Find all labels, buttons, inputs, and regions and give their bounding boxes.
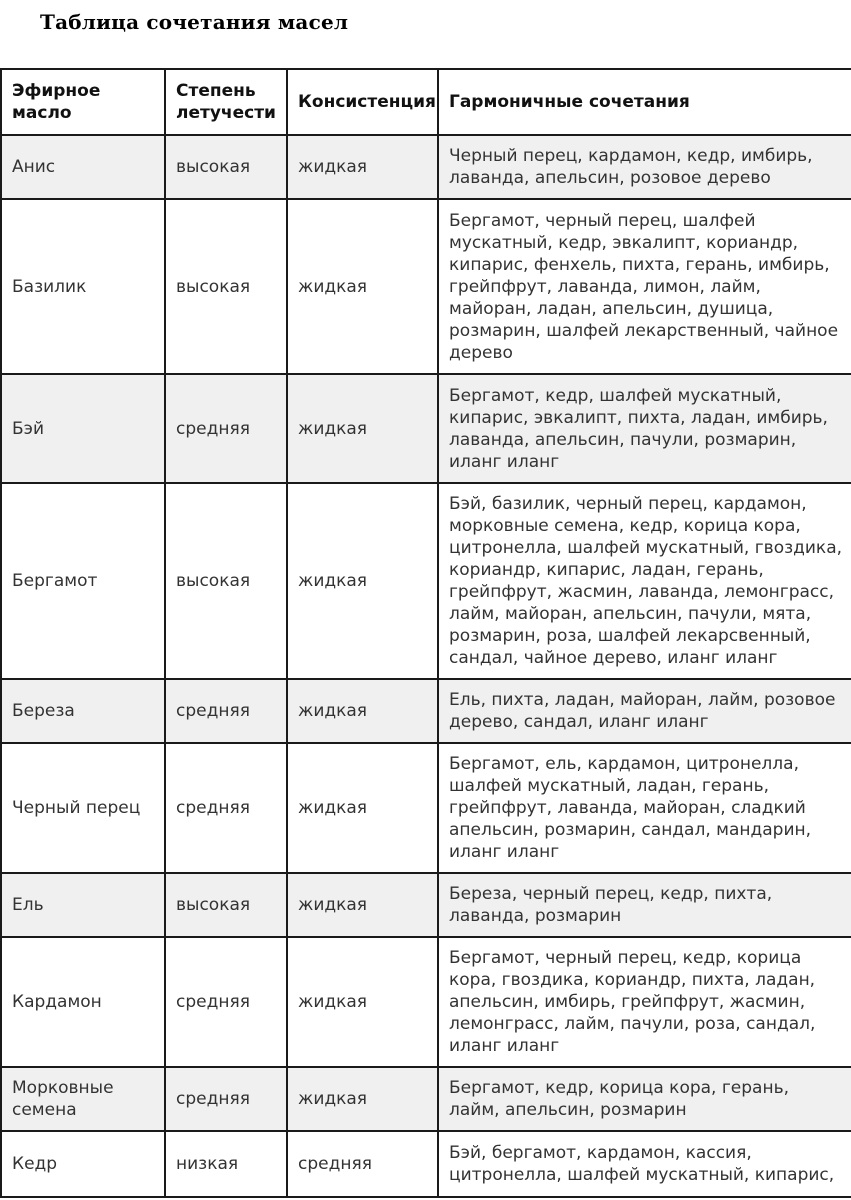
cell-oil: Бэй	[1, 374, 165, 483]
cell-volatility: средняя	[165, 937, 287, 1067]
cell-consistency: жидкая	[287, 679, 438, 743]
cell-consistency: жидкая	[287, 135, 438, 199]
header-consistency: Консистенция	[287, 69, 438, 135]
cell-consistency: жидкая	[287, 743, 438, 873]
cell-volatility: средняя	[165, 374, 287, 483]
cell-volatility: средняя	[165, 1067, 287, 1131]
cell-oil: Морковные семена	[1, 1067, 165, 1131]
header-volatility: Степень летучести	[165, 69, 287, 135]
cell-combos: Бергамот, кедр, корица кора, герань, лайм, апельсин, розмарин	[438, 1067, 851, 1131]
cell-oil: Кардамон	[1, 937, 165, 1067]
cell-combos: Береза, черный перец, кедр, пихта, лаванда, розмарин	[438, 873, 851, 937]
oil-combination-table	[0, 68, 851, 1198]
cell-oil: Черный перец	[1, 743, 165, 873]
page-title: Таблица сочетания масел	[40, 10, 349, 34]
cell-consistency: жидкая	[287, 199, 438, 374]
table-row	[1, 873, 851, 937]
cell-oil: Анис	[1, 135, 165, 199]
header-oil: Эфирное масло	[1, 69, 165, 135]
cell-combos: Черный перец, кардамон, кедр, имбирь, лаванда, апельсин, розовое дерево	[438, 135, 851, 199]
cell-oil: Береза	[1, 679, 165, 743]
table-row	[1, 1067, 851, 1131]
table-header-row	[1, 69, 851, 135]
cell-combos: Бергамот, черный перец, кедр, корица кора, гвоздика, кориандр, пихта, ладан, апельсин, имбирь, грейпфрут, жасмин, лемонграсс, лайм, пачули, роза, сандал, иланг иланг	[438, 937, 851, 1067]
cell-volatility: высокая	[165, 873, 287, 937]
cell-consistency: жидкая	[287, 873, 438, 937]
cell-oil: Кедр	[1, 1131, 165, 1197]
cell-combos: Бэй, базилик, черный перец, кардамон, морковные семена, кедр, корица кора, цитронелла, шалфей мускатный, гвоздика, кориандр, кипарис, ладан, герань, грейпфрут, жасмин, лаванда, лемонграсс, лайм, майоран, апельсин, пачули, мята, розмарин, роза, шалфей лекарсвенный, сандал, чайное дерево, иланг иланг	[438, 483, 851, 679]
header-combos: Гармоничные сочетания	[438, 69, 851, 135]
cell-volatility: низкая	[165, 1131, 287, 1197]
table-row	[1, 374, 851, 483]
table-row	[1, 937, 851, 1067]
cell-oil: Базилик	[1, 199, 165, 374]
cell-volatility: высокая	[165, 199, 287, 374]
table-row	[1, 1131, 851, 1197]
cell-oil: Ель	[1, 873, 165, 937]
cell-combos: Бергамот, кедр, шалфей мускатный, кипарис, эвкалипт, пихта, ладан, имбирь, лаванда, апельсин, пачули, розмарин, иланг иланг	[438, 374, 851, 483]
table-row	[1, 135, 851, 199]
cell-combos: Бергамот, ель, кардамон, цитронелла, шалфей мускатный, ладан, герань, грейпфрут, лаванда, майоран, сладкий апельсин, розмарин, сандал, мандарин, иланг иланг	[438, 743, 851, 873]
cell-combos: Бэй, бергамот, кардамон, кассия, цитронелла, шалфей мускатный, кипарис,	[438, 1131, 851, 1197]
table-row	[1, 743, 851, 873]
cell-consistency: жидкая	[287, 1067, 438, 1131]
cell-volatility: высокая	[165, 135, 287, 199]
cell-volatility: высокая	[165, 483, 287, 679]
cell-consistency: жидкая	[287, 937, 438, 1067]
cell-volatility: средняя	[165, 679, 287, 743]
cell-consistency: жидкая	[287, 374, 438, 483]
cell-consistency: средняя	[287, 1131, 438, 1197]
cell-volatility: средняя	[165, 743, 287, 873]
cell-combos: Бергамот, черный перец, шалфей мускатный, кедр, эвкалипт, кориандр, кипарис, фенхель, пихта, герань, имбирь, грейпфрут, лаванда, лимон, лайм, майоран, ладан, апельсин, душица, розмарин, шалфей лекарственный, чайное дерево	[438, 199, 851, 374]
table-row	[1, 199, 851, 374]
cell-oil: Бергамот	[1, 483, 165, 679]
cell-consistency: жидкая	[287, 483, 438, 679]
table-row	[1, 679, 851, 743]
cell-combos: Ель, пихта, ладан, майоран, лайм, розовое дерево, сандал, иланг иланг	[438, 679, 851, 743]
table-row	[1, 483, 851, 679]
